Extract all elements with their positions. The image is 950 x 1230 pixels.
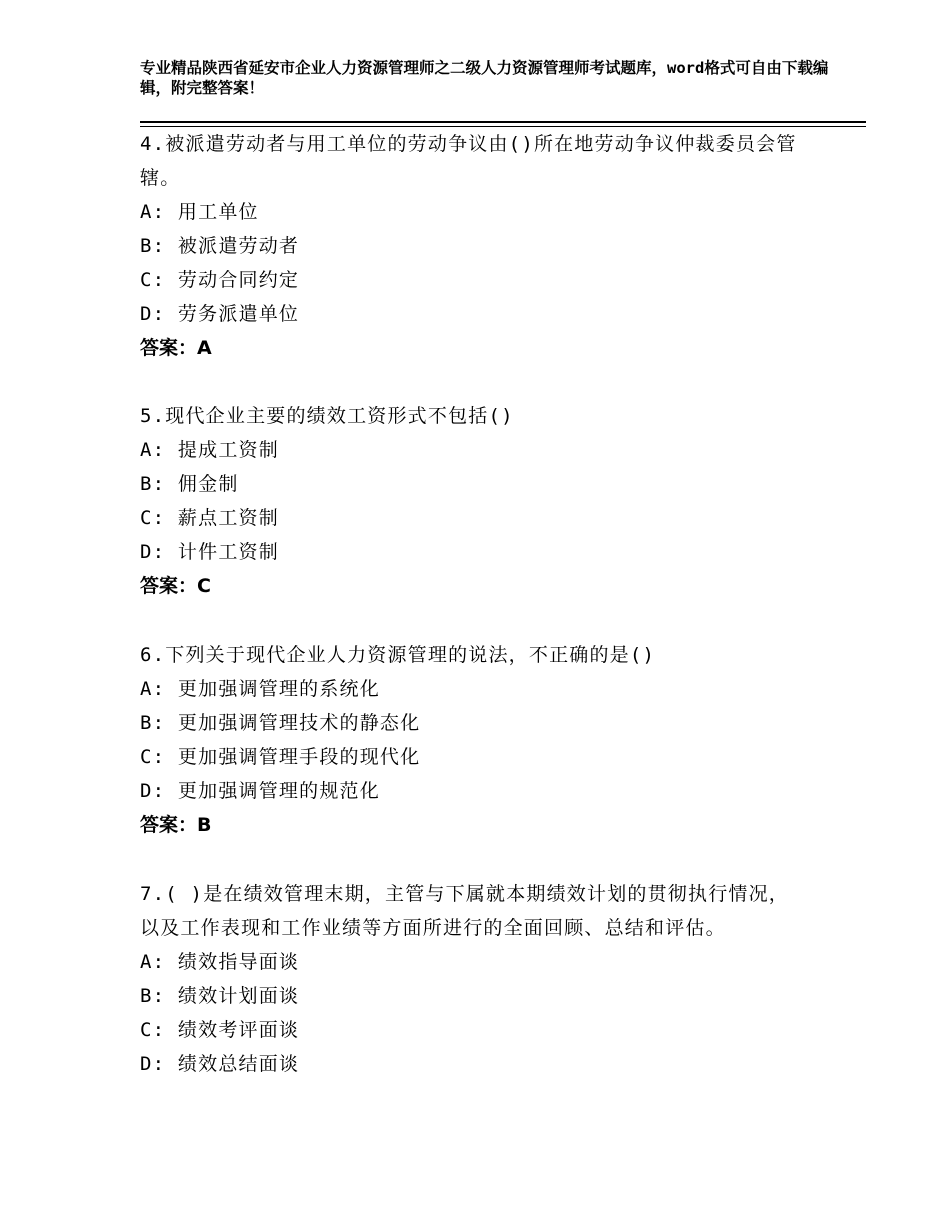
question-text: 5.现代企业主要的绩效工资形式不包括() <box>140 405 514 427</box>
question-7 <box>140 877 800 1081</box>
option-c: C: 劳动合同约定 <box>140 269 300 291</box>
question-4 <box>140 127 800 365</box>
option-a: A: 提成工资制 <box>140 439 279 461</box>
document-header: 专业精品陕西省延安市企业人力资源管理师之二级人力资源管理师考试题库，word格式可自由下载编辑，附完整答案！ <box>140 59 829 97</box>
option-d: D: 更加强调管理的规范化 <box>140 780 380 802</box>
option-d: D: 绩效总结面谈 <box>140 1053 300 1075</box>
question-text: 4.被派遣劳动者与用工单位的劳动争议由()所在地劳动争议仲裁委员会管辖。 <box>140 133 797 189</box>
option-c: C: 更加强调管理手段的现代化 <box>140 746 421 768</box>
option-a: A: 绩效指导面谈 <box>140 951 300 973</box>
answer-label: 答案：C <box>140 575 211 597</box>
option-b: B: 佣金制 <box>140 473 239 495</box>
option-b: B: 绩效计划面谈 <box>140 985 300 1007</box>
question-6 <box>140 638 800 842</box>
option-d: D: 劳务派遣单位 <box>140 303 300 325</box>
option-c: C: 薪点工资制 <box>140 507 279 529</box>
answer-label: 答案：A <box>140 337 212 359</box>
option-d: D: 计件工资制 <box>140 541 279 563</box>
question-text: 7.( )是在绩效管理末期，主管与下属就本期绩效计划的贯彻执行情况，以及工作表现和工作业绩等方面所进行的全面回顾、总结和评估。 <box>140 883 789 939</box>
question-5 <box>140 399 800 603</box>
option-b: B: 更加强调管理技术的静态化 <box>140 712 421 734</box>
answer-label: 答案：B <box>140 814 212 836</box>
option-b: B: 被派遣劳动者 <box>140 235 300 257</box>
question-text: 6.下列关于现代企业人力资源管理的说法，不正确的是() <box>140 644 656 666</box>
option-c: C: 绩效考评面谈 <box>140 1019 300 1041</box>
header-rule <box>140 121 866 123</box>
option-a: A: 更加强调管理的系统化 <box>140 678 380 700</box>
option-a: A: 用工单位 <box>140 201 259 223</box>
